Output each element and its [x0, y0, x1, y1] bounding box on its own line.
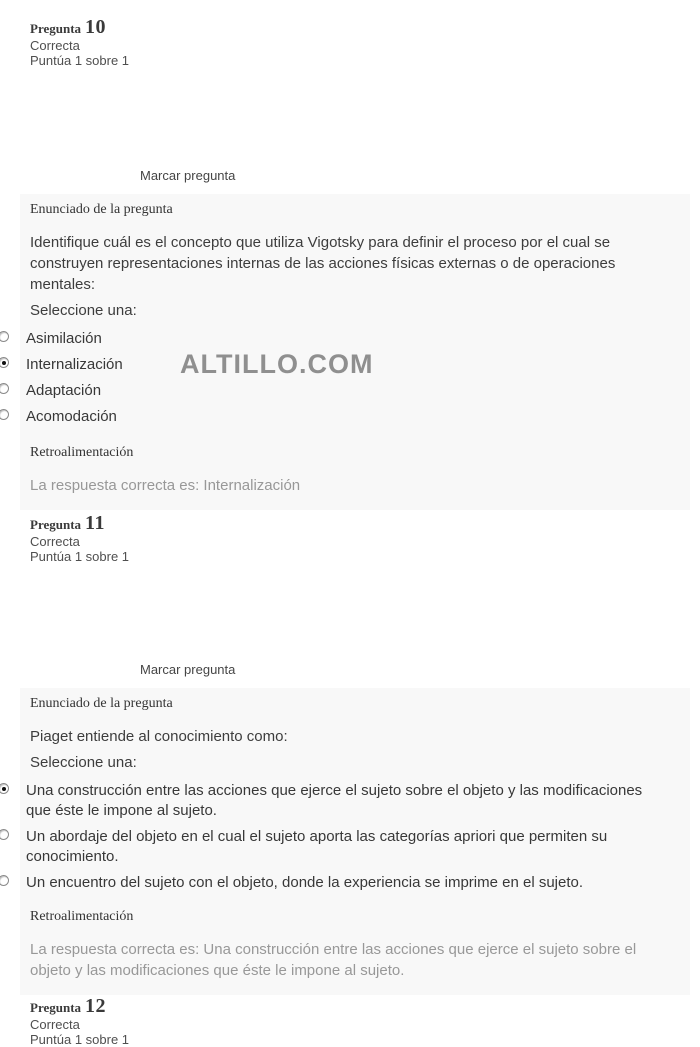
- option-row: [24, 381, 680, 401]
- question-title: [30, 997, 700, 1017]
- option-label[interactable]: Un abordaje del objeto en el cual el sujeto aporta las categorías apriori que permiten su conocimiento.: [26, 828, 608, 865]
- question-info: [30, 514, 700, 564]
- option-label[interactable]: Un encuentro del sujeto con el objeto, donde la experiencia se imprime en el sujeto.: [26, 874, 584, 891]
- watermark: ALTILLO.COM: [180, 349, 374, 379]
- question-points: Puntúa 1 sobre 1: [30, 53, 130, 68]
- select-one-label: Seleccione una:: [30, 754, 137, 771]
- question-number: 12: [85, 995, 107, 1017]
- radio-button[interactable]: [0, 331, 9, 342]
- option-label[interactable]: Internalización: [26, 356, 123, 373]
- option-row: [24, 827, 680, 867]
- option-row: [24, 873, 680, 893]
- question-status: Correcta: [30, 38, 80, 53]
- option-label[interactable]: Acomodación: [26, 408, 117, 425]
- radio-button[interactable]: [0, 783, 9, 794]
- question-content-box: [20, 688, 690, 995]
- question-text: Identifique cuál es el concepto que utiliza Vigotsky para definir el proceso por el cual se construyen representaciones internas de las acciones físicas externas o de operaciones mentales:: [30, 234, 616, 293]
- question-status: Correcta: [30, 1017, 80, 1032]
- flag-question-row: [140, 169, 700, 183]
- radio-button[interactable]: [0, 875, 9, 886]
- feedback-text: La respuesta correcta es: Una construcción entre las acciones que ejerce el sujeto sobre el objeto y las modificaciones que éste le impone al sujeto.: [30, 941, 637, 979]
- option-row: [24, 329, 680, 349]
- question-block-10: [0, 0, 700, 510]
- radio-button[interactable]: [0, 829, 9, 840]
- flag-question-link[interactable]: Marcar pregunta: [140, 168, 236, 183]
- question-info: [30, 997, 700, 1047]
- option-label[interactable]: Asimilación: [26, 330, 102, 347]
- question-info: [30, 0, 700, 68]
- feedback-label: Retroalimentación: [30, 909, 134, 924]
- question-label: Pregunta: [30, 21, 82, 36]
- select-one-label: Seleccione una:: [30, 302, 137, 319]
- flag-question-row: [140, 663, 700, 677]
- statement-label: Enunciado de la pregunta: [30, 696, 173, 711]
- options-list: [24, 781, 680, 893]
- feedback-label: Retroalimentación: [30, 445, 134, 460]
- question-label: Pregunta: [30, 517, 82, 532]
- question-number: 10: [85, 16, 107, 38]
- radio-button[interactable]: [0, 357, 9, 368]
- question-number: 11: [85, 512, 105, 534]
- question-points: Puntúa 1 sobre 1: [30, 549, 130, 564]
- question-status: Correcta: [30, 534, 80, 549]
- question-block-11: [0, 514, 700, 995]
- question-label: Pregunta: [30, 1000, 82, 1015]
- radio-button[interactable]: [0, 409, 9, 420]
- option-label[interactable]: Adaptación: [26, 382, 102, 399]
- option-label[interactable]: Una construcción entre las acciones que ejerce el sujeto sobre el objeto y las modificaciones que éste le impone al sujeto.: [26, 782, 643, 819]
- question-points: Puntúa 1 sobre 1: [30, 1032, 130, 1047]
- statement-label: Enunciado de la pregunta: [30, 202, 173, 217]
- option-row: [24, 781, 680, 821]
- option-row: [24, 407, 680, 427]
- radio-button[interactable]: [0, 383, 9, 394]
- question-block-12: [0, 997, 700, 1047]
- question-text: Piaget entiende al conocimiento como:: [30, 728, 288, 745]
- question-title: [30, 18, 700, 38]
- flag-question-link[interactable]: Marcar pregunta: [140, 662, 236, 677]
- feedback-text: La respuesta correcta es: Internalización: [30, 477, 301, 494]
- question-title: [30, 514, 700, 534]
